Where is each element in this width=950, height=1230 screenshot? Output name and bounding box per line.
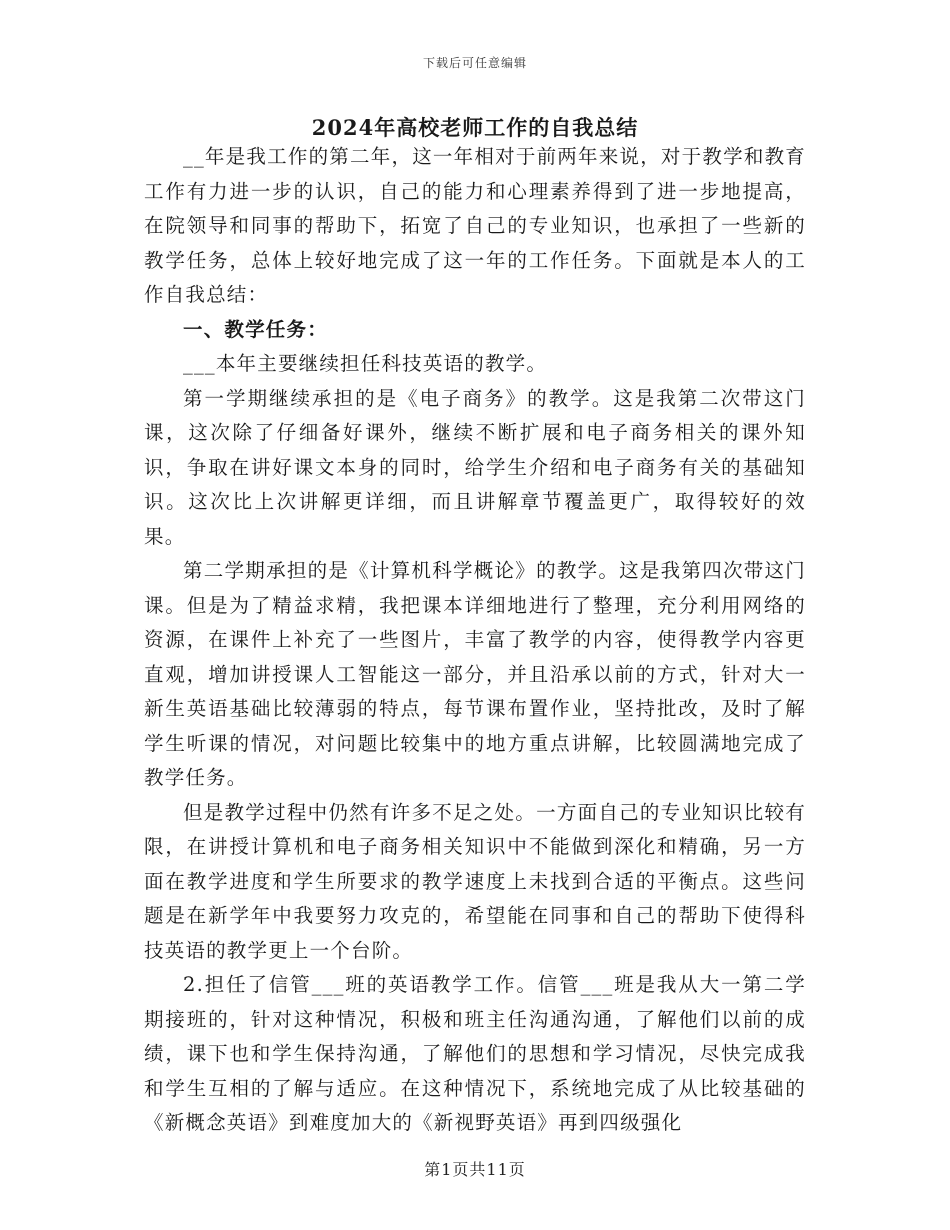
document-title: 2024年高校老师工作的自我总结 — [311, 115, 639, 140]
paragraph-shortcomings: 但是教学过程中仍然有许多不足之处。一方面自己的专业知识比较有限，在讲授计算机和电子商务相关知识中不能做到深化和精确，另一方面在教学进度和学生所要求的教学速度上未找到合适的平衡点。这些问题是在新学年中我要努力攻克的，希望能在同事和自己的帮助下使得科技英语的教学更上一个台阶。 — [144, 800, 806, 962]
paragraph-main-task: ___本年主要继续担任科技英语的教学。 — [183, 352, 548, 375]
paragraph-english-class: 2.担任了信管___班的英语教学工作。信管___班是我从大一第二学期接班的，针对这种情况，积极和班主任沟通沟通，了解他们以前的成绩，课下也和学生保持沟通，了解他们的思想和学习情况，尽快完成我和学生互相的了解与适应。在这种情况下，系统地完成了从比较基础的《新概念英语》到难度加大的《新视野英语》再到四级强化 — [144, 973, 806, 1134]
document-body — [144, 140, 806, 1141]
header-note: 下载后可任意编辑 — [422, 56, 527, 70]
paragraph-second-semester: 第二学期承担的是《计算机科学概论》的教学。这是我第四次带这门课。但是为了精益求精，我把课本详细地进行了整理，充分利用网络的资源，在课件上补充了一些图片，丰富了教学的内容，使得教学内容更直观，增加讲授课人工智能这一部分，并且沿承以前的方式，针对大一新生英语基础比较薄弱的特点，每节课布置作业，坚持批改，及时了解学生听课的情况，对问题比较集中的地方重点讲解，比较圆满地完成了教学任务。 — [144, 559, 806, 789]
page-number: 第1页共11页 — [424, 1160, 526, 1179]
section-heading: 一、教学任务： — [183, 317, 328, 341]
paragraph-first-semester: 第一学期继续承担的是《电子商务》的教学。这是我第二次带这门课，这次除了仔细备好课外，继续不断扩展和电子商务相关的课外知识，争取在讲好课文本身的同时，给学生介绍和电子商务有关的基础知识。这次比上次讲解更详细，而且讲解章节覆盖更广，取得较好的效果。 — [144, 386, 806, 548]
paragraph-intro: __年是我工作的第二年，这一年相对于前两年来说，对于教学和教育工作有力进一步的认识，自己的能力和心理素养得到了进一步地提高，在院领导和同事的帮助下，拓宽了自己的专业知识，也承担了一些新的教学任务，总体上较好地完成了这一年的工作任务。下面就是本人的工作自我总结： — [144, 145, 806, 306]
